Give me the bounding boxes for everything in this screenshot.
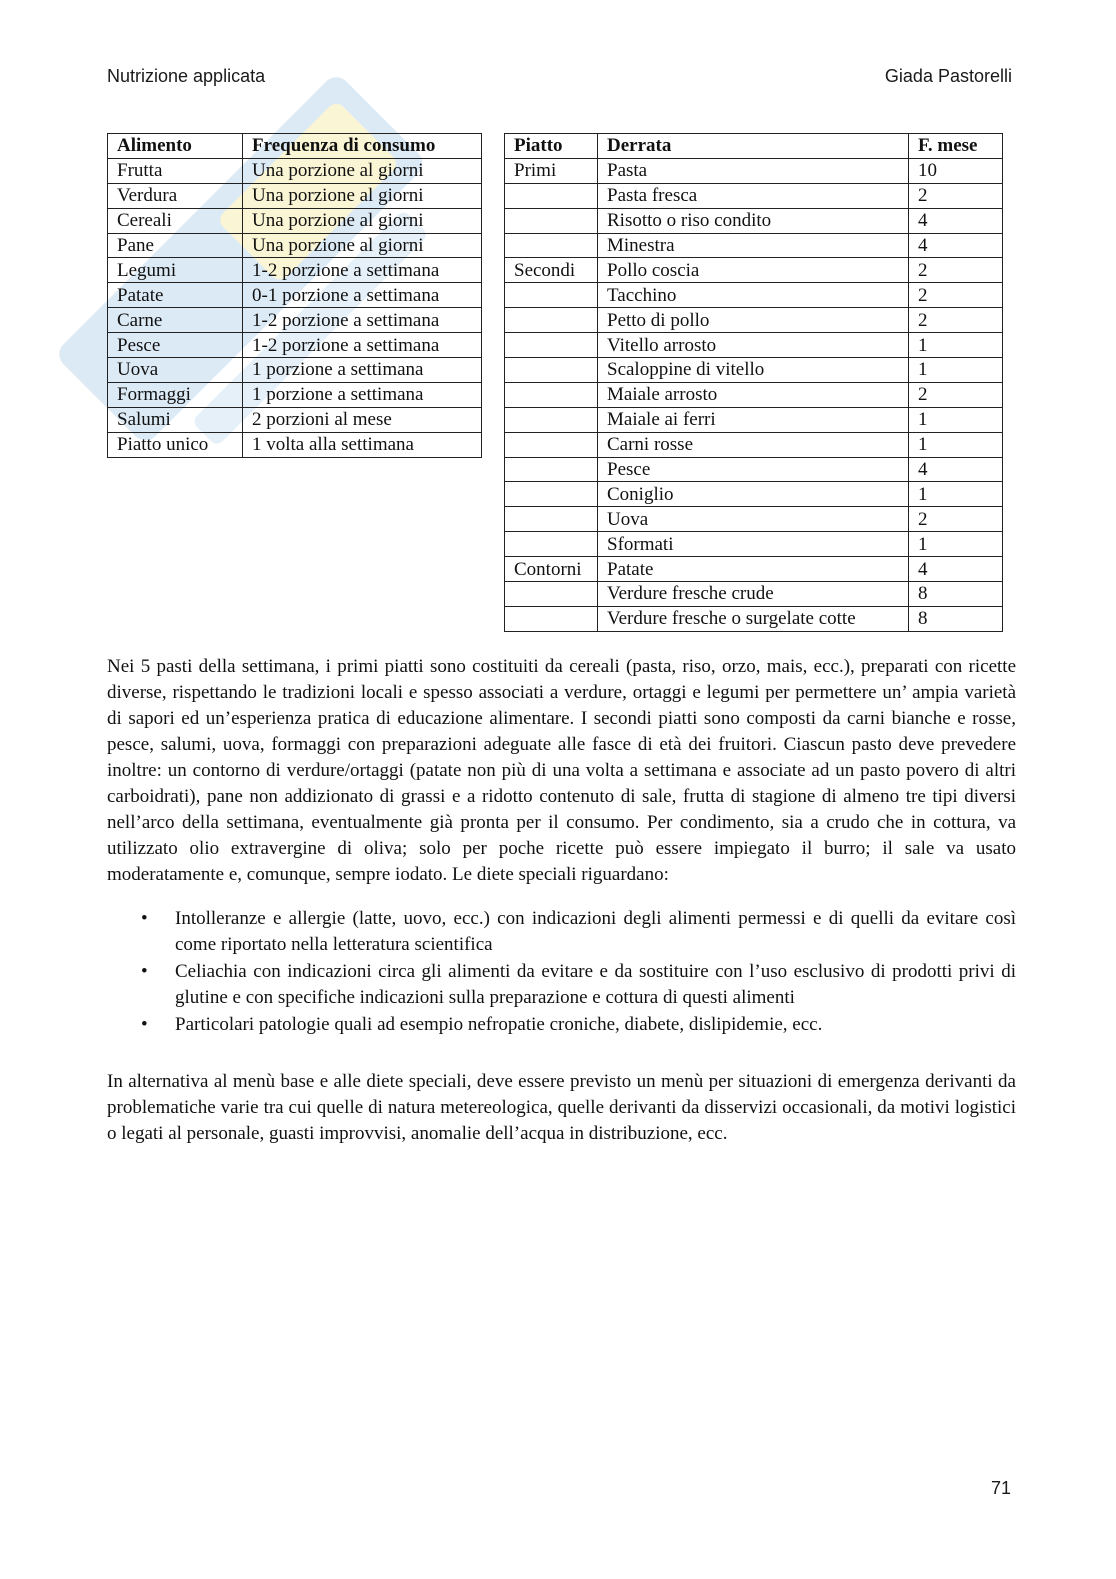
table-row bbox=[108, 283, 482, 308]
table-cell bbox=[505, 283, 598, 308]
table-cell: Uova bbox=[598, 507, 909, 532]
list-item-text: Intolleranze e allergie (latte, uovo, ecc.) con indicazioni degli alimenti permessi e di quelli da evitare così come riportato nella letteratura scientifica bbox=[175, 908, 1016, 955]
table-cell: 1 bbox=[909, 482, 1003, 507]
table-cell: Uova bbox=[108, 358, 243, 383]
table-cell: Pasta fresca bbox=[598, 183, 909, 208]
table-cell: 10 bbox=[909, 158, 1003, 183]
table-cell: 8 bbox=[909, 582, 1003, 607]
table-row bbox=[505, 382, 1003, 407]
table-cell bbox=[505, 382, 598, 407]
column-header: F. mese bbox=[909, 134, 1003, 159]
bullet-icon: • bbox=[141, 961, 148, 982]
table-row bbox=[505, 208, 1003, 233]
table-cell bbox=[505, 482, 598, 507]
bullet-list bbox=[107, 906, 1016, 1039]
table-cell: Sformati bbox=[598, 532, 909, 557]
table-cell: Cereali bbox=[108, 208, 243, 233]
table-cell: Secondi bbox=[505, 258, 598, 283]
table-cell bbox=[505, 358, 598, 383]
table-cell: Scaloppine di vitello bbox=[598, 358, 909, 383]
table-cell: 4 bbox=[909, 233, 1003, 258]
table-cell: 4 bbox=[909, 557, 1003, 582]
table-cell: Pasta bbox=[598, 158, 909, 183]
table-row bbox=[505, 532, 1003, 557]
column-header: Piatto bbox=[505, 134, 598, 159]
table-row bbox=[108, 333, 482, 358]
bullet-icon: • bbox=[141, 908, 148, 929]
table-cell: Una porzione al giorni bbox=[243, 233, 482, 258]
table-cell: Patate bbox=[108, 283, 243, 308]
table-row bbox=[108, 432, 482, 457]
table-row bbox=[505, 308, 1003, 333]
table-row bbox=[505, 233, 1003, 258]
table-cell: Piatto unico bbox=[108, 432, 243, 457]
table-cell: 4 bbox=[909, 208, 1003, 233]
table-cell: Risotto o riso condito bbox=[598, 208, 909, 233]
table-cell bbox=[505, 606, 598, 631]
table-cell: Patate bbox=[598, 557, 909, 582]
table-cell: 2 bbox=[909, 283, 1003, 308]
table-row bbox=[108, 258, 482, 283]
list-item bbox=[107, 906, 1016, 958]
table-cell: Formaggi bbox=[108, 382, 243, 407]
table-row bbox=[108, 233, 482, 258]
column-header: Derrata bbox=[598, 134, 909, 159]
table-header-row bbox=[505, 134, 1003, 159]
table-row bbox=[505, 457, 1003, 482]
monthly-frequency-table bbox=[504, 133, 1003, 632]
table-cell: Tacchino bbox=[598, 283, 909, 308]
table-cell bbox=[505, 457, 598, 482]
table-cell: Carne bbox=[108, 308, 243, 333]
table-cell: 1 bbox=[909, 432, 1003, 457]
body-paragraph: In alternativa al menù base e alle diete speciali, deve essere previsto un menù per situazioni di emergenza derivanti da problematiche varie tra cui quelle di natura metereologica, quelle derivanti da disservizi occasionali, da motivi logistici o legati al personale, guasti improvvisi, anomalie dell’acqua in distribuzione, ecc. bbox=[107, 1071, 1016, 1144]
table-cell: Frutta bbox=[108, 158, 243, 183]
body-paragraph: Nei 5 pasti della settimana, i primi piatti sono costituiti da cereali (pasta, riso, orzo, mais, ecc.), preparati con ricette diverse, rispettando le tradizioni locali e spesso associati a verdure, ortaggi e legumi per permettere un’ ampia varietà di sapori ed un’esperienza pratica di educazione alimentare. I secondi piatti sono composti da carni bianche e rosse, pesce, salumi, uova, formaggi con preparazioni adeguate alle fasce di età dei fruitori. Ciascun pasto deve prevedere inoltre: un contorno di verdure/ortaggi (patate non più di una volta a settimana e associate ad un pasto povero di altri carboidrati), pane non addizionato di grassi e a ridotto contenuto di sale, frutta di stagione di almeno tre tipi diversi nell’arco della settimana, eventualmente già pronta per il consumo. Per condimento, sia a crudo che in cottura, va utilizzato olio extravergine di oliva; solo per poche ricette può essere impiegato il burro; il sale va usato moderatamente e, comunque, sempre iodato. Le diete speciali riguardano: bbox=[107, 656, 1016, 885]
table-row bbox=[108, 308, 482, 333]
table-cell: Maiale arrosto bbox=[598, 382, 909, 407]
table-cell: 1 bbox=[909, 358, 1003, 383]
table-cell: Legumi bbox=[108, 258, 243, 283]
table-row bbox=[505, 507, 1003, 532]
table-cell: Verdure fresche o surgelate cotte bbox=[598, 606, 909, 631]
table-row bbox=[108, 358, 482, 383]
table-cell: Una porzione al giorni bbox=[243, 208, 482, 233]
table-cell: 1 porzione a settimana bbox=[243, 382, 482, 407]
table-cell: 1-2 porzione a settimana bbox=[243, 333, 482, 358]
table-row bbox=[505, 283, 1003, 308]
table-row bbox=[108, 382, 482, 407]
table-cell: 4 bbox=[909, 457, 1003, 482]
list-item-text: Particolari patologie quali ad esempio nefropatie croniche, diabete, dislipidemie, ecc. bbox=[175, 1014, 823, 1035]
page-number: 71 bbox=[990, 1478, 1011, 1498]
table-cell: 2 bbox=[909, 308, 1003, 333]
table-row bbox=[505, 557, 1003, 582]
table-cell: Contorni bbox=[505, 557, 598, 582]
table-cell bbox=[505, 432, 598, 457]
table-cell: Salumi bbox=[108, 407, 243, 432]
table-cell: 2 bbox=[909, 183, 1003, 208]
table-cell: 8 bbox=[909, 606, 1003, 631]
table-row bbox=[505, 333, 1003, 358]
header-author: Giada Pastorelli bbox=[884, 66, 1012, 86]
table-cell: 1 bbox=[909, 407, 1003, 432]
table-cell: Verdure fresche crude bbox=[598, 582, 909, 607]
table-cell: 1-2 porzione a settimana bbox=[243, 308, 482, 333]
table-cell: Pesce bbox=[108, 333, 243, 358]
table-row bbox=[505, 582, 1003, 607]
table-row bbox=[505, 606, 1003, 631]
table-cell bbox=[505, 208, 598, 233]
table-cell: Verdura bbox=[108, 183, 243, 208]
table-row bbox=[505, 358, 1003, 383]
table-row bbox=[505, 482, 1003, 507]
table-row bbox=[108, 158, 482, 183]
table-cell: Vitello arrosto bbox=[598, 333, 909, 358]
bullet-icon: • bbox=[141, 1014, 148, 1035]
table-row bbox=[108, 407, 482, 432]
header-course-title: Nutrizione applicata bbox=[107, 66, 266, 86]
list-item bbox=[107, 959, 1016, 1011]
table-row bbox=[505, 258, 1003, 283]
frequency-table bbox=[107, 133, 482, 458]
table-cell: 1-2 porzione a settimana bbox=[243, 258, 482, 283]
table-cell: 2 bbox=[909, 507, 1003, 532]
table-cell: Pane bbox=[108, 233, 243, 258]
table-cell bbox=[505, 233, 598, 258]
table-cell bbox=[505, 308, 598, 333]
table-cell: Pollo coscia bbox=[598, 258, 909, 283]
table-cell: 1 volta alla settimana bbox=[243, 432, 482, 457]
table-cell: 2 bbox=[909, 382, 1003, 407]
table-row bbox=[505, 432, 1003, 457]
table-cell bbox=[505, 582, 598, 607]
table-row bbox=[505, 407, 1003, 432]
table-cell: Maiale ai ferri bbox=[598, 407, 909, 432]
table-cell bbox=[505, 333, 598, 358]
table-cell bbox=[505, 507, 598, 532]
table-cell: Una porzione al giorni bbox=[243, 183, 482, 208]
table-cell: 0-1 porzione a settimana bbox=[243, 283, 482, 308]
column-header: Frequenza di consumo bbox=[243, 134, 482, 159]
table-row bbox=[505, 158, 1003, 183]
list-item bbox=[107, 1012, 1016, 1038]
table-row bbox=[108, 183, 482, 208]
table-cell bbox=[505, 183, 598, 208]
table-header-row bbox=[108, 134, 482, 159]
table-cell: Minestra bbox=[598, 233, 909, 258]
list-item-text: Celiachia con indicazioni circa gli alimenti da evitare e da sostituire con l’uso esclusivo di prodotti privi di glutine e con specifiche indicazioni sulla preparazione e cottura di questi alimenti bbox=[175, 961, 1016, 1008]
table-cell: 1 bbox=[909, 532, 1003, 557]
table-cell bbox=[505, 532, 598, 557]
table-cell: 1 porzione a settimana bbox=[243, 358, 482, 383]
table-cell: Carni rosse bbox=[598, 432, 909, 457]
table-cell: Coniglio bbox=[598, 482, 909, 507]
table-cell: Una porzione al giorni bbox=[243, 158, 482, 183]
table-cell: Primi bbox=[505, 158, 598, 183]
table-cell: 2 porzioni al mese bbox=[243, 407, 482, 432]
column-header: Alimento bbox=[108, 134, 243, 159]
table-cell: 1 bbox=[909, 333, 1003, 358]
table-row bbox=[505, 183, 1003, 208]
table-row bbox=[108, 208, 482, 233]
table-cell: Pesce bbox=[598, 457, 909, 482]
table-cell: 2 bbox=[909, 258, 1003, 283]
table-cell: Petto di pollo bbox=[598, 308, 909, 333]
table-cell bbox=[505, 407, 598, 432]
